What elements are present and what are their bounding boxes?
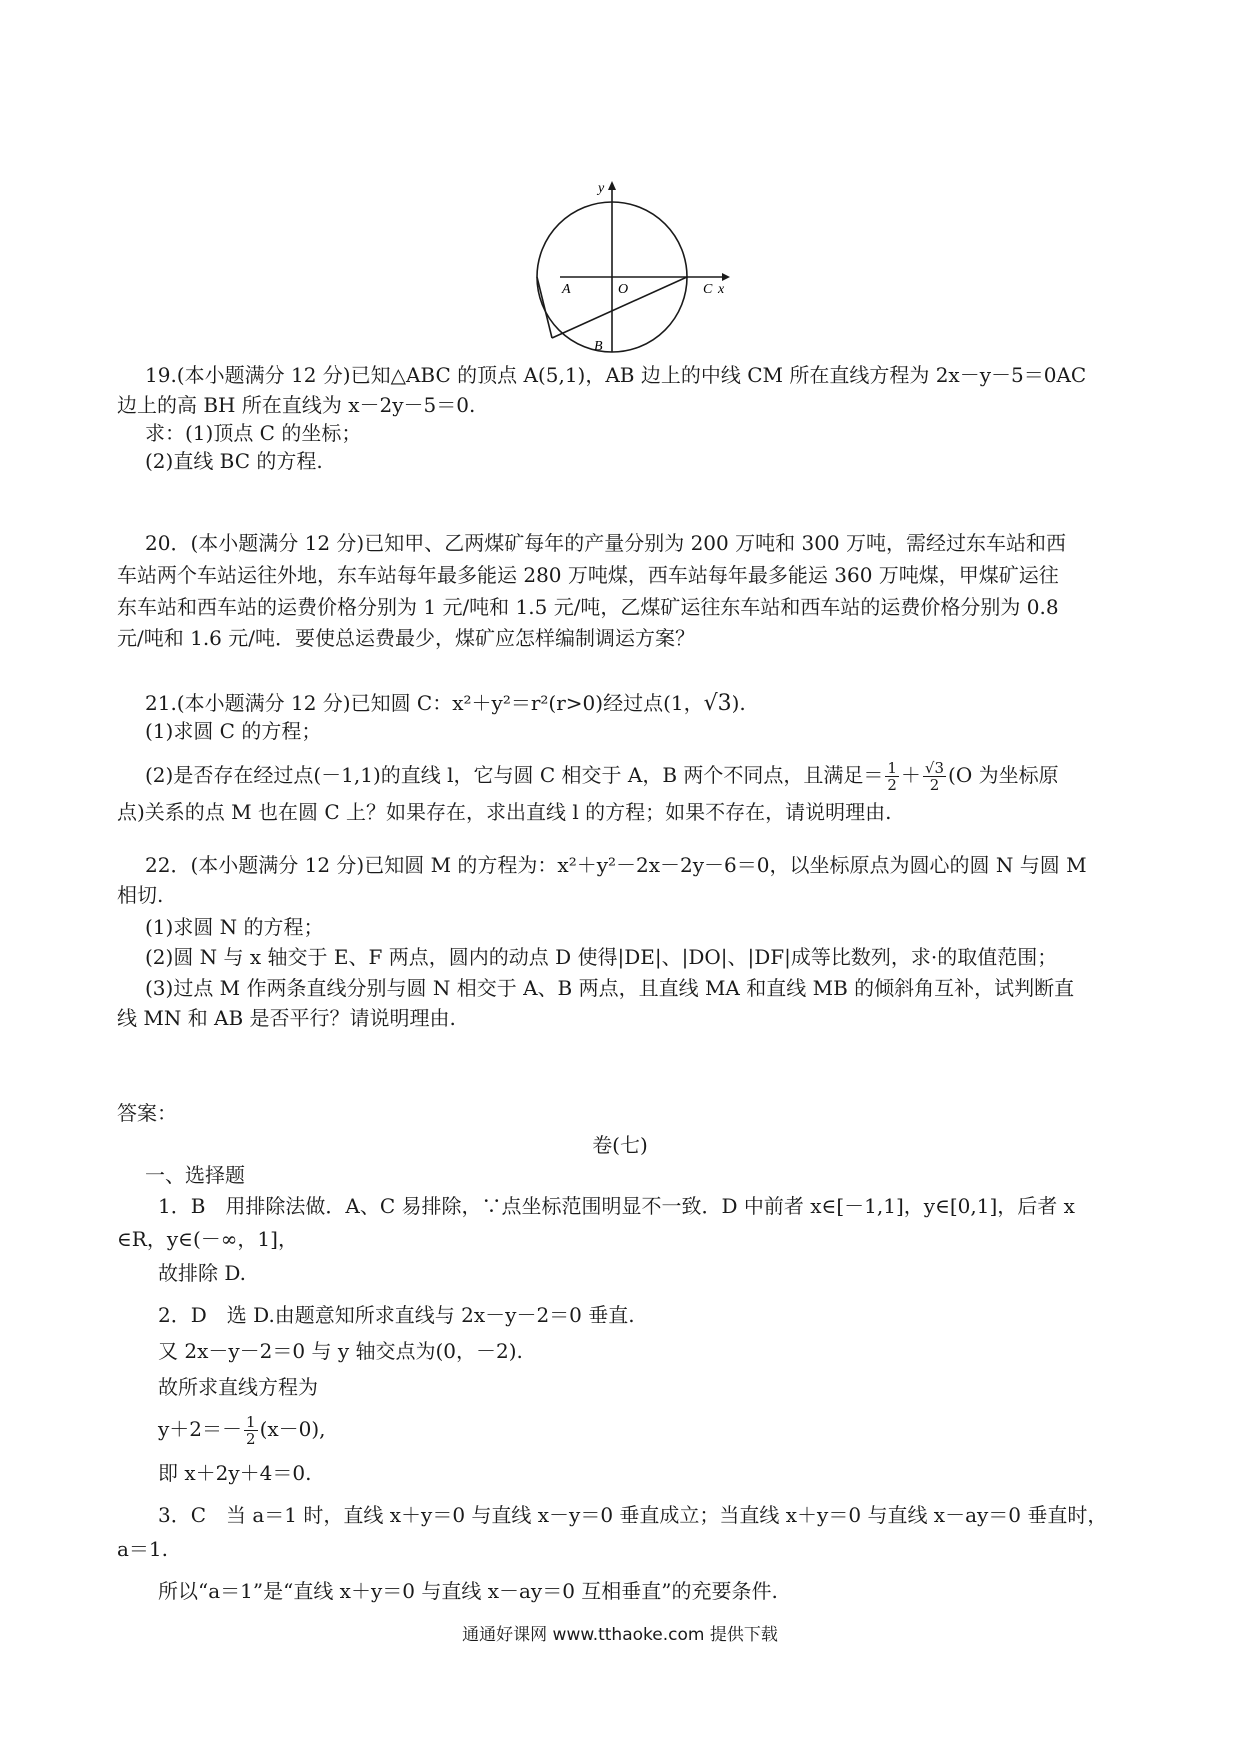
point-a-label: A — [562, 282, 571, 297]
q21-line1-text: 21.(本小题满分 12 分)已知圆 C：x²＋y²＝r²(r>0)经过点(1， — [145, 691, 704, 715]
q22-line4: (2)圆 N 与 x 轴交于 E、F 两点，圆内的动点 D 使得|DE|、|DO|、|DF|成等比数列，求·的取值范围； — [145, 945, 1058, 969]
q21-line3-end: (O 为坐标原 — [948, 763, 1059, 787]
q19-line3: 求：(1)顶点 C 的坐标； — [145, 421, 362, 445]
fraction-denominator: 2 — [246, 1430, 256, 1448]
q21-line2: (1)求圆 C 的方程； — [145, 719, 322, 743]
answer-2-eq-right: (x－0), — [259, 1417, 326, 1441]
answer-1-line2: ∈R，y∈(－∞，1]， — [117, 1227, 298, 1251]
q22-line3: (1)求圆 N 的方程； — [145, 915, 324, 939]
q21-line1-end: ). — [731, 691, 746, 715]
fraction-numerator: √3 — [924, 759, 945, 777]
y-axis-label: y — [598, 181, 605, 196]
x-axis-arrow — [722, 273, 730, 281]
segment-bc — [552, 277, 687, 338]
segment-ab — [537, 277, 552, 338]
point-c-label: C — [703, 282, 713, 297]
q21-line3-text: (2)是否存在经过点(－1,1)的直线 l，它与圆 C 相交于 A，B 两个不同点，且满足＝ — [145, 763, 884, 787]
answer-2-line2: 又 2x－y－2＝0 与 y 轴交点为(0，－2). — [158, 1339, 523, 1363]
sqrt-3: √3 — [703, 691, 732, 716]
answer-2-eq-left: y＋2＝－ — [158, 1417, 243, 1441]
answer-2-line1: 2．D 选 D.由题意知所求直线与 2x－y－2＝0 垂直. — [158, 1303, 635, 1327]
q19-line2: 边上的高 BH 所在直线为 x－2y－5＝0. — [117, 393, 476, 417]
answer-3-line1: 3．C 当 a＝1 时，直线 x＋y＝0 与直线 x－y＝0 垂直成立；当直线 x＋y＝0 与直线 x－ay＝0 垂直时， — [158, 1503, 1108, 1527]
q22-line5: (3)过点 M 作两条直线分别与圆 N 相交于 A、B 两点，且直线 MA 和直线 MB 的倾斜角互补，试判断直 — [145, 976, 1075, 1000]
q21-line1 — [145, 688, 746, 719]
q21-line4: 点)关系的点 M 也在圆 C 上？如果存在，求出直线 l 的方程；如果不存在，请说明理由. — [117, 800, 892, 824]
answer-2-line5: 即 x＋2y＋4＝0. — [158, 1461, 312, 1485]
plus-sign: ＋ — [900, 763, 921, 787]
fraction-denominator: 2 — [887, 776, 897, 794]
answer-2-line4 — [158, 1414, 326, 1447]
point-b-label: B — [594, 339, 603, 354]
section-heading: 一、选择题 — [145, 1163, 245, 1187]
q19-line1: 19.(本小题满分 12 分)已知△ABC 的顶点 A(5,1)，AB 边上的中线 CM 所在直线方程为 2x－y－5＝0AC — [145, 363, 1087, 387]
q20-line4: 元/吨和 1.6 元/吨．要使总运费最少，煤矿应怎样编制调运方案？ — [117, 626, 695, 650]
answers-label: 答案： — [117, 1101, 177, 1125]
page-footer: 通通好课网 www.tthaoke.com 提供下载 — [462, 1625, 778, 1645]
q22-line6: 线 MN 和 AB 是否平行？请说明理由. — [117, 1006, 456, 1030]
answers-title: 卷(七) — [592, 1133, 648, 1157]
answer-3-line3: 所以“a＝1”是“直线 x＋y＝0 与直线 x－ay＝0 互相垂直”的充要条件. — [158, 1579, 778, 1603]
y-axis-arrow — [608, 181, 616, 190]
q20-line2: 车站两个车站运往外地，东车站每年最多能运 280 万吨煤，西车站每年最多能运 360 万吨煤，甲煤矿运往 — [117, 563, 1059, 587]
answer-3-line2: a＝1. — [117, 1537, 169, 1561]
fraction-numerator: 1 — [887, 759, 897, 777]
q20-line3: 东车站和西车站的运费价格分别为 1 元/吨和 1.5 元/吨，乙煤矿运往东车站和西车站的运费价格分别为 0.8 — [117, 595, 1059, 619]
answer-2-line3: 故所求直线方程为 — [158, 1375, 318, 1399]
fraction-denominator: 2 — [929, 776, 940, 794]
fraction-one-half — [244, 1414, 258, 1447]
answer-1-line1: 1．B 用排除法做．A、C 易排除，∵点坐标范围明显不一致．D 中前者 x∈[－1,1]，y∈[0,1]，后者 x — [158, 1194, 1075, 1218]
q20-line1: 20．(本小题满分 12 分)已知甲、乙两煤矿每年的产量分别为 200 万吨和 300 万吨，需经过东车站和西 — [145, 531, 1066, 555]
q22-line1: 22．(本小题满分 12 分)已知圆 M 的方程为：x²＋y²－2x－2y－6＝0，以坐标原点为圆心的圆 N 与圆 M — [145, 853, 1087, 877]
fraction-sqrt3-half — [923, 760, 946, 793]
fraction-one-half — [885, 760, 899, 793]
q21-line3 — [145, 760, 1059, 793]
q22-line2: 相切. — [117, 883, 164, 907]
answer-1-line3: 故排除 D. — [158, 1261, 247, 1285]
x-axis-label: x — [718, 282, 725, 297]
q19-line4: (2)直线 BC 的方程. — [145, 449, 323, 473]
origin-label: O — [618, 282, 629, 297]
circle — [537, 202, 687, 352]
fraction-numerator: 1 — [246, 1413, 256, 1431]
